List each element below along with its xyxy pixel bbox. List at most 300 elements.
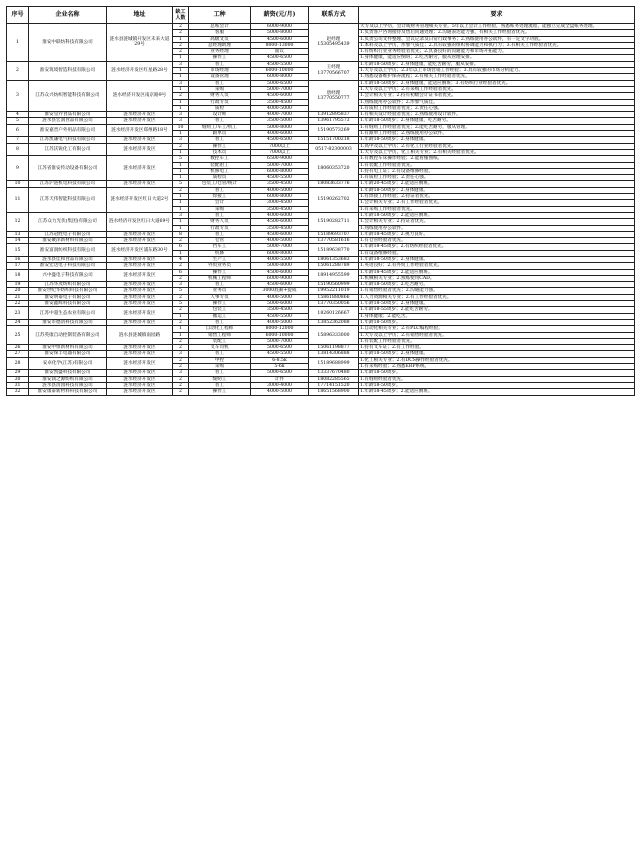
vacancy-count: 2 [173, 238, 189, 244]
salary-range: 5000-7000 [251, 162, 309, 168]
company-name: 涟水县清园科技有限公司 [29, 382, 107, 388]
job-requirements: 1.大专及以上学历；2.有采购工作经验者优先。 [359, 86, 635, 92]
job-requirements: 1.持有电工证；2.有设备维修经验。 [359, 168, 635, 174]
job-requirements: 1.有缝纫工作经验者优先；2.能吃苦耐劳，服从管理。 [359, 124, 635, 130]
job-requirements: 大专及以上学历，会计或财务管理相关专业，5年以上会计工作经验，熟悉账务处理流程，能独立完成全盘账务处理。 [359, 24, 635, 30]
vacancy-count: 2 [173, 357, 189, 363]
company-name: 淮安市德清科技有限公司 [29, 319, 107, 325]
job-title: 行政专员 [189, 99, 251, 105]
salary-range: 3500-4500 [251, 307, 309, 313]
job-title: 普工 [189, 370, 251, 376]
job-title: 机修电工 [189, 168, 251, 174]
header-vacancies: 缺工人数 [173, 7, 189, 24]
company-name: 江苏英康自动控制装备有限公司 [29, 326, 107, 345]
vacancy-count: 1 [173, 55, 189, 61]
salary-range: 5000-7000 [251, 338, 309, 344]
salary-range: 4500-6000 [251, 219, 309, 225]
recruitment-sheet [6, 6, 634, 396]
job-title: 装配钳工 [189, 162, 251, 168]
company-address: 涟水经济开发区郑州路18号 [107, 124, 173, 137]
header-salary: 薪资(元/月) [251, 7, 309, 24]
salary-range: 4000-6000 [251, 212, 309, 218]
salary-range: 4000-5000 [251, 319, 309, 325]
job-title: 自动化工程师 [189, 326, 251, 332]
company-address: 涟水经济开发区 [107, 307, 173, 320]
job-requirements: 1.熟悉设备维护保养流程；2.有相关工作经验者优先。 [359, 74, 635, 80]
contact-info: 15896333000 [309, 326, 359, 345]
vacancy-count: 3 [173, 112, 189, 118]
contact-info: 15189688999 [309, 357, 359, 370]
job-title: 总账会计 [189, 24, 251, 30]
vacancy-count: 2 [173, 376, 189, 382]
job-title: 操作工 [189, 269, 251, 275]
salary-range: 4000-5000 [251, 105, 309, 111]
vacancy-count: 3 [173, 61, 189, 67]
row-number: 12 [7, 212, 29, 231]
table-row [7, 24, 635, 30]
company-address: 涟水经济开发区 [107, 143, 173, 156]
vacancy-count: 2 [173, 143, 189, 149]
vacancy-count: 1 [173, 99, 189, 105]
job-title: 普工 [189, 319, 251, 325]
vacancy-count: 1 [173, 168, 189, 174]
job-requirements: 1.大专及以上学历；2.3年以上市场营销工作经验；3.具有较强的市场分析能力。 [359, 68, 635, 74]
salary-range: 4000-5500 [251, 256, 309, 262]
job-title: 包装工/仓管/统计 [189, 181, 251, 187]
company-name: 江苏冠胜电子有限公司 [29, 231, 107, 237]
header-address: 地址 [107, 7, 173, 24]
salary-range: 6000-10000 [251, 68, 309, 74]
contact-info: 15190262702 [309, 187, 359, 212]
job-requirements: 1.年龄18-50周岁；2.身体健康，吃苦耐劳。 [359, 118, 635, 124]
job-title: 采购 [189, 206, 251, 212]
company-address: 涟水县涟城镇开发区未来大道29号 [107, 24, 173, 62]
job-title: 装配工 [189, 338, 251, 344]
company-address: 涟水经济开发区 [107, 269, 173, 282]
row-number: 24 [7, 319, 29, 325]
contact-info: 15151700218 [309, 137, 359, 143]
company-address: 涟水经济开发区 [107, 282, 173, 288]
salary-range: 5000-6000 [251, 301, 309, 307]
vacancy-count: 1 [173, 74, 189, 80]
salary-range: 计件 [251, 376, 309, 382]
company-address: 涟水经济开发区 [107, 382, 173, 388]
salary-range: 4000-5000 [251, 187, 309, 193]
job-title: 技术员 [189, 149, 251, 155]
vacancy-count: 2 [173, 364, 189, 370]
job-title: 业务员 [189, 288, 251, 294]
job-requirements: 1.负责客户咨询接待及售后问题处理；2.沟通表达能力强，有相关工作经验者优先。 [359, 30, 635, 36]
job-title: 总经理助理 [189, 42, 251, 48]
job-requirements: 1.有销售经验者优先；2.沟通能力强。 [359, 288, 635, 294]
company-name: 淮安中恒新材料有限公司 [29, 345, 107, 351]
job-requirements: 1.会计相关专业；2.有工作经验者优先。 [359, 200, 635, 206]
vacancy-count: 3 [173, 370, 189, 376]
vacancy-count: 1 [173, 332, 189, 338]
row-number: 26 [7, 345, 29, 351]
row-number: 3 [7, 80, 29, 111]
salary-range: 5000-7000 [251, 244, 309, 250]
salary-range: 7000以上 [251, 143, 309, 149]
job-requirements: 1.熟练使用办公软件。 [359, 225, 635, 231]
vacancy-count: 1 [173, 175, 189, 181]
job-requirements: 1.会计相关专业；2.持证者优先。 [359, 219, 635, 225]
job-requirements: 1.年龄18-45周岁；2.有纺织经验者优先。 [359, 244, 635, 250]
job-requirements: 1.年龄18-50周岁；2.身体健康，能吃苦耐劳，服从安排。 [359, 61, 635, 67]
vacancy-count: 1 [173, 200, 189, 206]
job-title: 财务人员 [189, 93, 251, 99]
job-title: 操作工 [189, 143, 251, 149]
contact-info: 19952211019 [309, 288, 359, 294]
job-requirements: 1.英语良好；2.有外贸工作经验者优先。 [359, 263, 635, 269]
contact-info: 13912895837 [309, 112, 359, 118]
vacancy-count: 10 [173, 124, 189, 130]
job-title: 行政专员 [189, 225, 251, 231]
company-address: 涟水经济开发区 [107, 319, 173, 325]
company-address: 涟水经济开发区 [107, 376, 173, 382]
job-requirements: 1.有相关设计经验者优先；2.熟练使用设计软件。 [359, 112, 635, 118]
job-title: 采购 [189, 86, 251, 92]
row-number: 18 [7, 269, 29, 282]
row-number: 14 [7, 238, 29, 244]
company-address: 涟水经济开发区 [107, 156, 173, 181]
job-requirements: 1.年龄18-50周岁；2.身体健康。 [359, 137, 635, 143]
contact-info: 0517-82300003 [309, 143, 359, 156]
job-title: 挡车工 [189, 244, 251, 250]
salary-range: 4500-6000 [251, 231, 309, 237]
job-requirements: 1.身体健康；2.能吃苦。 [359, 313, 635, 319]
row-number: 17 [7, 263, 29, 269]
salary-range: 3000-4500 [251, 200, 309, 206]
company-name: 江苏沃锐化工有限公司 [29, 143, 107, 156]
company-name: 淮安鑫辉科技有限公司 [29, 301, 107, 307]
vacancy-count: 5 [173, 156, 189, 162]
salary-range: 5000-8000 [251, 263, 309, 269]
job-requirements: 1.本科及以上学历，形象气质佳；2.具有较强的组织协调能力和执行力；3.有相关工作经验者优先。 [359, 42, 635, 48]
salary-range: 4500-5500 [251, 175, 309, 181]
contact-info: 15190573269 [309, 124, 359, 137]
company-name: 江苏众力光伏(集团)有限公司 [29, 212, 107, 231]
header-contact: 联系方式 [309, 7, 359, 24]
company-address: 涟水经济开发区 [107, 238, 173, 244]
job-title: 搬运工 [189, 313, 251, 319]
job-requirements: 1.年龄18-45周岁；2.能适应倒班。 [359, 389, 635, 395]
vacancy-count: 3 [173, 351, 189, 357]
header-row [7, 7, 635, 24]
company-address: 涟水经济开发区 [107, 181, 173, 187]
company-address: 涟水经济开发区红日大道69号 [107, 212, 173, 231]
salary-range: 6000-9000 [251, 24, 309, 30]
company-address: 涟水经济开发区 [107, 112, 173, 118]
company-name: 江苏省淮安传动设备有限公司 [29, 156, 107, 181]
job-title: 缝纫工/车工/机工 [189, 124, 251, 130]
vacancy-count: 2 [173, 294, 189, 300]
salary-range: 5000-6500 [251, 345, 309, 351]
job-title: 操作工 [189, 55, 251, 61]
company-name: 江苏众兴纺织智能科技有限公司 [29, 80, 107, 111]
company-address: 涟水经济开发区 [107, 345, 173, 351]
job-title: 生产工 [189, 256, 251, 262]
salary-range: 4000-7000 [251, 112, 309, 118]
company-name: 淮安润之源纺织有限公司 [29, 376, 107, 382]
job-title: 采购 [189, 364, 251, 370]
job-title: 质检 [189, 105, 251, 111]
company-name: 淮安明泰电子有限公司 [29, 294, 107, 300]
job-requirements: 1.有采购工作经验者优先。 [359, 206, 635, 212]
contact-info: 18083633776 [309, 181, 359, 187]
vacancy-count: 2 [173, 49, 189, 55]
job-title: 焊接工 [189, 194, 251, 200]
company-address: 涟水经济开发区 [107, 389, 173, 395]
vacancy-count: 1 [173, 313, 189, 319]
row-number: 4 [7, 112, 29, 118]
job-title: 高级文员 [189, 36, 251, 42]
salary-range: 6000-8000 [251, 168, 309, 174]
company-address: 涟水经济开发区 [107, 351, 173, 357]
row-number: 5 [7, 118, 29, 124]
job-requirements: 1.年龄18-50周岁；2.身体健康。 [359, 256, 635, 262]
company-address: 涟水经济开发区 [107, 263, 173, 269]
row-number: 29 [7, 370, 29, 376]
company-name: 淮安富润纺织科技有限公司 [29, 244, 107, 257]
salary-range: 6-8.5k [251, 357, 309, 363]
company-name: 淮安嘉晋户外用品有限公司 [29, 124, 107, 137]
company-name: 淮安皇乔食品有限公司 [29, 112, 107, 118]
job-requirements: 1.年龄18-50周岁。 [359, 319, 635, 325]
contact-info: 18651568900 [309, 389, 359, 395]
contact-info: 15061288789 [309, 263, 359, 269]
row-number: 22 [7, 301, 29, 307]
company-address: 涟水县涟城镇南园路 [107, 326, 173, 345]
job-title: 市场经理 [189, 68, 251, 74]
salary-range: 3500-4500 [251, 206, 309, 212]
company-address: 涟水经济开发区红星路28号 [107, 61, 173, 80]
company-address: 涟水经济开发区浦东路30号 [107, 244, 173, 257]
contact-info: 13852362088 [309, 319, 359, 325]
contact-info: 15190560999 [309, 282, 359, 288]
job-requirements: 1.年龄18-50周岁；2.身体健康。 [359, 187, 635, 193]
salary-range: 4500-6000 [251, 282, 309, 288]
job-title: 机修 [189, 250, 251, 256]
company-name: 涟水县佳和食品有限公司 [29, 256, 107, 262]
job-requirements: 1.大专及以上学历，化工相关专业；2.有相关经验者优先。 [359, 149, 635, 155]
vacancy-count: 1 [173, 162, 189, 168]
row-number: 30 [7, 376, 29, 382]
job-requirements: 1.负责公司文件整理、会议记录及日常行政事务；2.熟练使用办公软件，有一定文字功底。 [359, 36, 635, 42]
job-title: 跟单员 [189, 131, 251, 137]
contact-info: 唐经理 13770550777 [309, 80, 359, 111]
job-title: 操作工 [189, 301, 251, 307]
recruitment-table [6, 6, 635, 396]
job-title: 业务经理 [189, 49, 251, 55]
header-job: 工种 [189, 7, 251, 24]
vacancy-count: 3 [173, 282, 189, 288]
company-name: 江苏华茂纺织有限公司 [29, 282, 107, 288]
salary-range: 6500-9000 [251, 156, 309, 162]
salary-range: 3000底薪+提成 [251, 288, 309, 294]
salary-range: 4500-6000 [251, 269, 309, 275]
salary-range: 4500-5500 [251, 313, 309, 319]
job-title: 普工 [189, 351, 251, 357]
row-number: 8 [7, 143, 29, 156]
job-title: 普工 [189, 282, 251, 288]
vacancy-count: 2 [173, 275, 189, 281]
company-address: 涟水经济开发区 [107, 357, 173, 370]
job-title: 包装工 [189, 307, 251, 313]
vacancy-count: 8 [173, 231, 189, 237]
vacancy-count: 6 [173, 244, 189, 250]
company-name: 淮安保丰电器有限公司 [29, 351, 107, 357]
job-requirements: 1.有数控车床操作经验；2.能看懂图纸。 [359, 156, 635, 162]
row-number: 13 [7, 231, 29, 237]
company-address: 涟水经济开发区 [107, 231, 173, 237]
job-title: 质检员 [189, 175, 251, 181]
job-requirements: 1.有质检工作经验者优先；2.责任心强。 [359, 105, 635, 111]
vacancy-count: 4 [173, 256, 189, 262]
contact-info: 赵经理 15305495439 [309, 24, 359, 62]
contact-info: 王经理 13770566707 [309, 61, 359, 80]
job-title: 普工 [189, 187, 251, 193]
salary-range: 3000-4000 [251, 382, 309, 388]
job-requirements: 1.高中及以上学历；2.有化工行业经验者优先。 [359, 143, 635, 149]
company-name: 淮安聚泽新材料有限公司 [29, 238, 107, 244]
vacancy-count: 2 [173, 42, 189, 48]
job-requirements: 1.机械相关专业；2.熟练使用CAD。 [359, 275, 635, 281]
job-requirements: 1.年龄20-45周岁；2.能适应倒班。 [359, 181, 635, 187]
table-body [7, 24, 635, 396]
job-title: 设计师 [189, 112, 251, 118]
vacancy-count: 1 [173, 219, 189, 225]
salary-range: 3500-5000 [251, 118, 309, 124]
contact-info: 13770350056 [309, 301, 359, 307]
row-number: 21 [7, 294, 29, 300]
row-number: 28 [7, 357, 29, 370]
job-requirements: 1.年龄18-50周岁。 [359, 370, 635, 376]
job-title: 会计 [189, 200, 251, 206]
contact-info: 13814306888 [309, 351, 359, 357]
vacancy-count: 1 [173, 86, 189, 92]
company-address: 涟水经济开发区 [107, 294, 173, 300]
job-requirements: 1.年龄18-45周岁；2.能适应倒班。 [359, 269, 635, 275]
salary-range: 4500-5500 [251, 61, 309, 67]
salary-range: 5000-7000 [251, 86, 309, 92]
job-title: 普工 [189, 137, 251, 143]
vacancy-count: 1 [173, 149, 189, 155]
salary-range: 3500-4500 [251, 225, 309, 231]
vacancy-count: 5 [173, 288, 189, 294]
vacancy-count: 1 [173, 194, 189, 200]
company-name: 淮安康泰新材料科技有限公司 [29, 389, 107, 395]
vacancy-count: 1 [173, 68, 189, 74]
job-title: 普工 [189, 118, 251, 124]
company-address: 涟水经济开发区 [107, 288, 173, 294]
vacancy-count: 2 [173, 30, 189, 36]
row-number: 7 [7, 137, 29, 143]
job-requirements: 1.年龄18-50周岁；2.能适应倒班。 [359, 212, 635, 218]
header-company: 企业名称 [29, 7, 107, 24]
vacancy-count: 3 [173, 212, 189, 218]
company-address: 涟水经济开发区 [107, 370, 173, 376]
company-name: 江苏凯谦电气科技有限公司 [29, 137, 107, 143]
job-requirements: 1.有设备维修经验。 [359, 250, 635, 256]
job-requirements: 1.自动化相关专业；2.有PLC编程经验。 [359, 326, 635, 332]
job-requirements: 1.有焊接工作经验；2.持证者优先。 [359, 194, 635, 200]
job-title: 普工 [189, 80, 251, 86]
vacancy-count: 1 [173, 206, 189, 212]
job-title: 普工 [189, 212, 251, 218]
salary-range: 4000-5000 [251, 294, 309, 300]
company-name: 江苏中超生态农业有限公司 [29, 307, 107, 320]
job-requirements: 1.化工相关专业；2.有DCS操作经验者优先。 [359, 357, 635, 363]
job-requirements: 1.持有叉车证；2.有工作经验。 [359, 345, 635, 351]
vacancy-count: 2 [173, 382, 189, 388]
contact-info: 15189638770 [309, 244, 359, 257]
salary-range: 4000-5000 [251, 389, 309, 395]
job-title: 财务人员 [189, 219, 251, 225]
contact-info: 13770581616 [309, 238, 359, 244]
company-name: 安卓化学(江苏)有限公司 [29, 357, 107, 370]
salary-range: 5000-6500 [251, 80, 309, 86]
salary-range: 面议 [251, 49, 309, 55]
salary-range: 4000-6000 [251, 131, 309, 137]
job-requirements: 1.有装配工作经验者优先。 [359, 162, 635, 168]
vacancy-count: 2 [173, 345, 189, 351]
company-name: 涟水县宏润食品有限公司 [29, 118, 107, 124]
row-number: 23 [7, 307, 29, 320]
header-requirements: 要求 [359, 7, 635, 24]
job-requirements: 1.年龄18-50周岁；2.吃苦耐劳。 [359, 282, 635, 288]
vacancy-count: 3 [173, 80, 189, 86]
salary-range: 5000-8000 [251, 124, 309, 130]
salary-range: 4500-6500 [251, 137, 309, 143]
company-name: 江苏沪涟机电科技有限公司 [29, 181, 107, 187]
vacancy-count: 5 [173, 181, 189, 187]
contact-info: 13337670480 [309, 370, 359, 376]
vacancy-count: 2 [173, 319, 189, 325]
row-number: 9 [7, 156, 29, 181]
contact-info: 15190282711 [309, 212, 359, 231]
job-requirements: 1.大专及以上学历；2.有销售经验者优先。 [359, 332, 635, 338]
header-no: 序号 [7, 7, 29, 24]
company-address: 涟水经济开发区 [107, 118, 173, 124]
job-requirements: 1.年龄18-50周岁；2.身体健康。 [359, 301, 635, 307]
job-title: 操作工 [189, 389, 251, 395]
row-number: 19 [7, 282, 29, 288]
company-name: 淮安筑境智造科技有限公司 [29, 61, 107, 80]
row-number: 6 [7, 124, 29, 137]
vacancy-count: 2 [173, 338, 189, 344]
job-title: 销售工程师 [189, 332, 251, 338]
row-number: 20 [7, 288, 29, 294]
vacancy-count: 3 [173, 118, 189, 124]
job-title: 设备管理 [189, 74, 251, 80]
contact-info: 15061198877 [309, 345, 359, 351]
salary-range: 6000-10000 [251, 332, 309, 338]
vacancy-count: 1 [173, 131, 189, 137]
salary-range: 8000-12000 [251, 326, 309, 332]
job-title: 缝纫工 [189, 376, 251, 382]
row-number: 10 [7, 181, 29, 187]
company-address: 涟水经济开发区 [107, 301, 173, 307]
contact-info: 18061353683 [309, 256, 359, 262]
contact-info: 13961795573 [309, 118, 359, 124]
vacancy-count: 2 [173, 93, 189, 99]
job-requirements: 1.有仓管经验者优先。 [359, 238, 635, 244]
contact-info: 18082285565 [309, 376, 359, 382]
row-number: 31 [7, 382, 29, 388]
company-name: 淮安宏达电子科技有限公司 [29, 263, 107, 269]
contact-info: 15861880866 [309, 294, 359, 300]
